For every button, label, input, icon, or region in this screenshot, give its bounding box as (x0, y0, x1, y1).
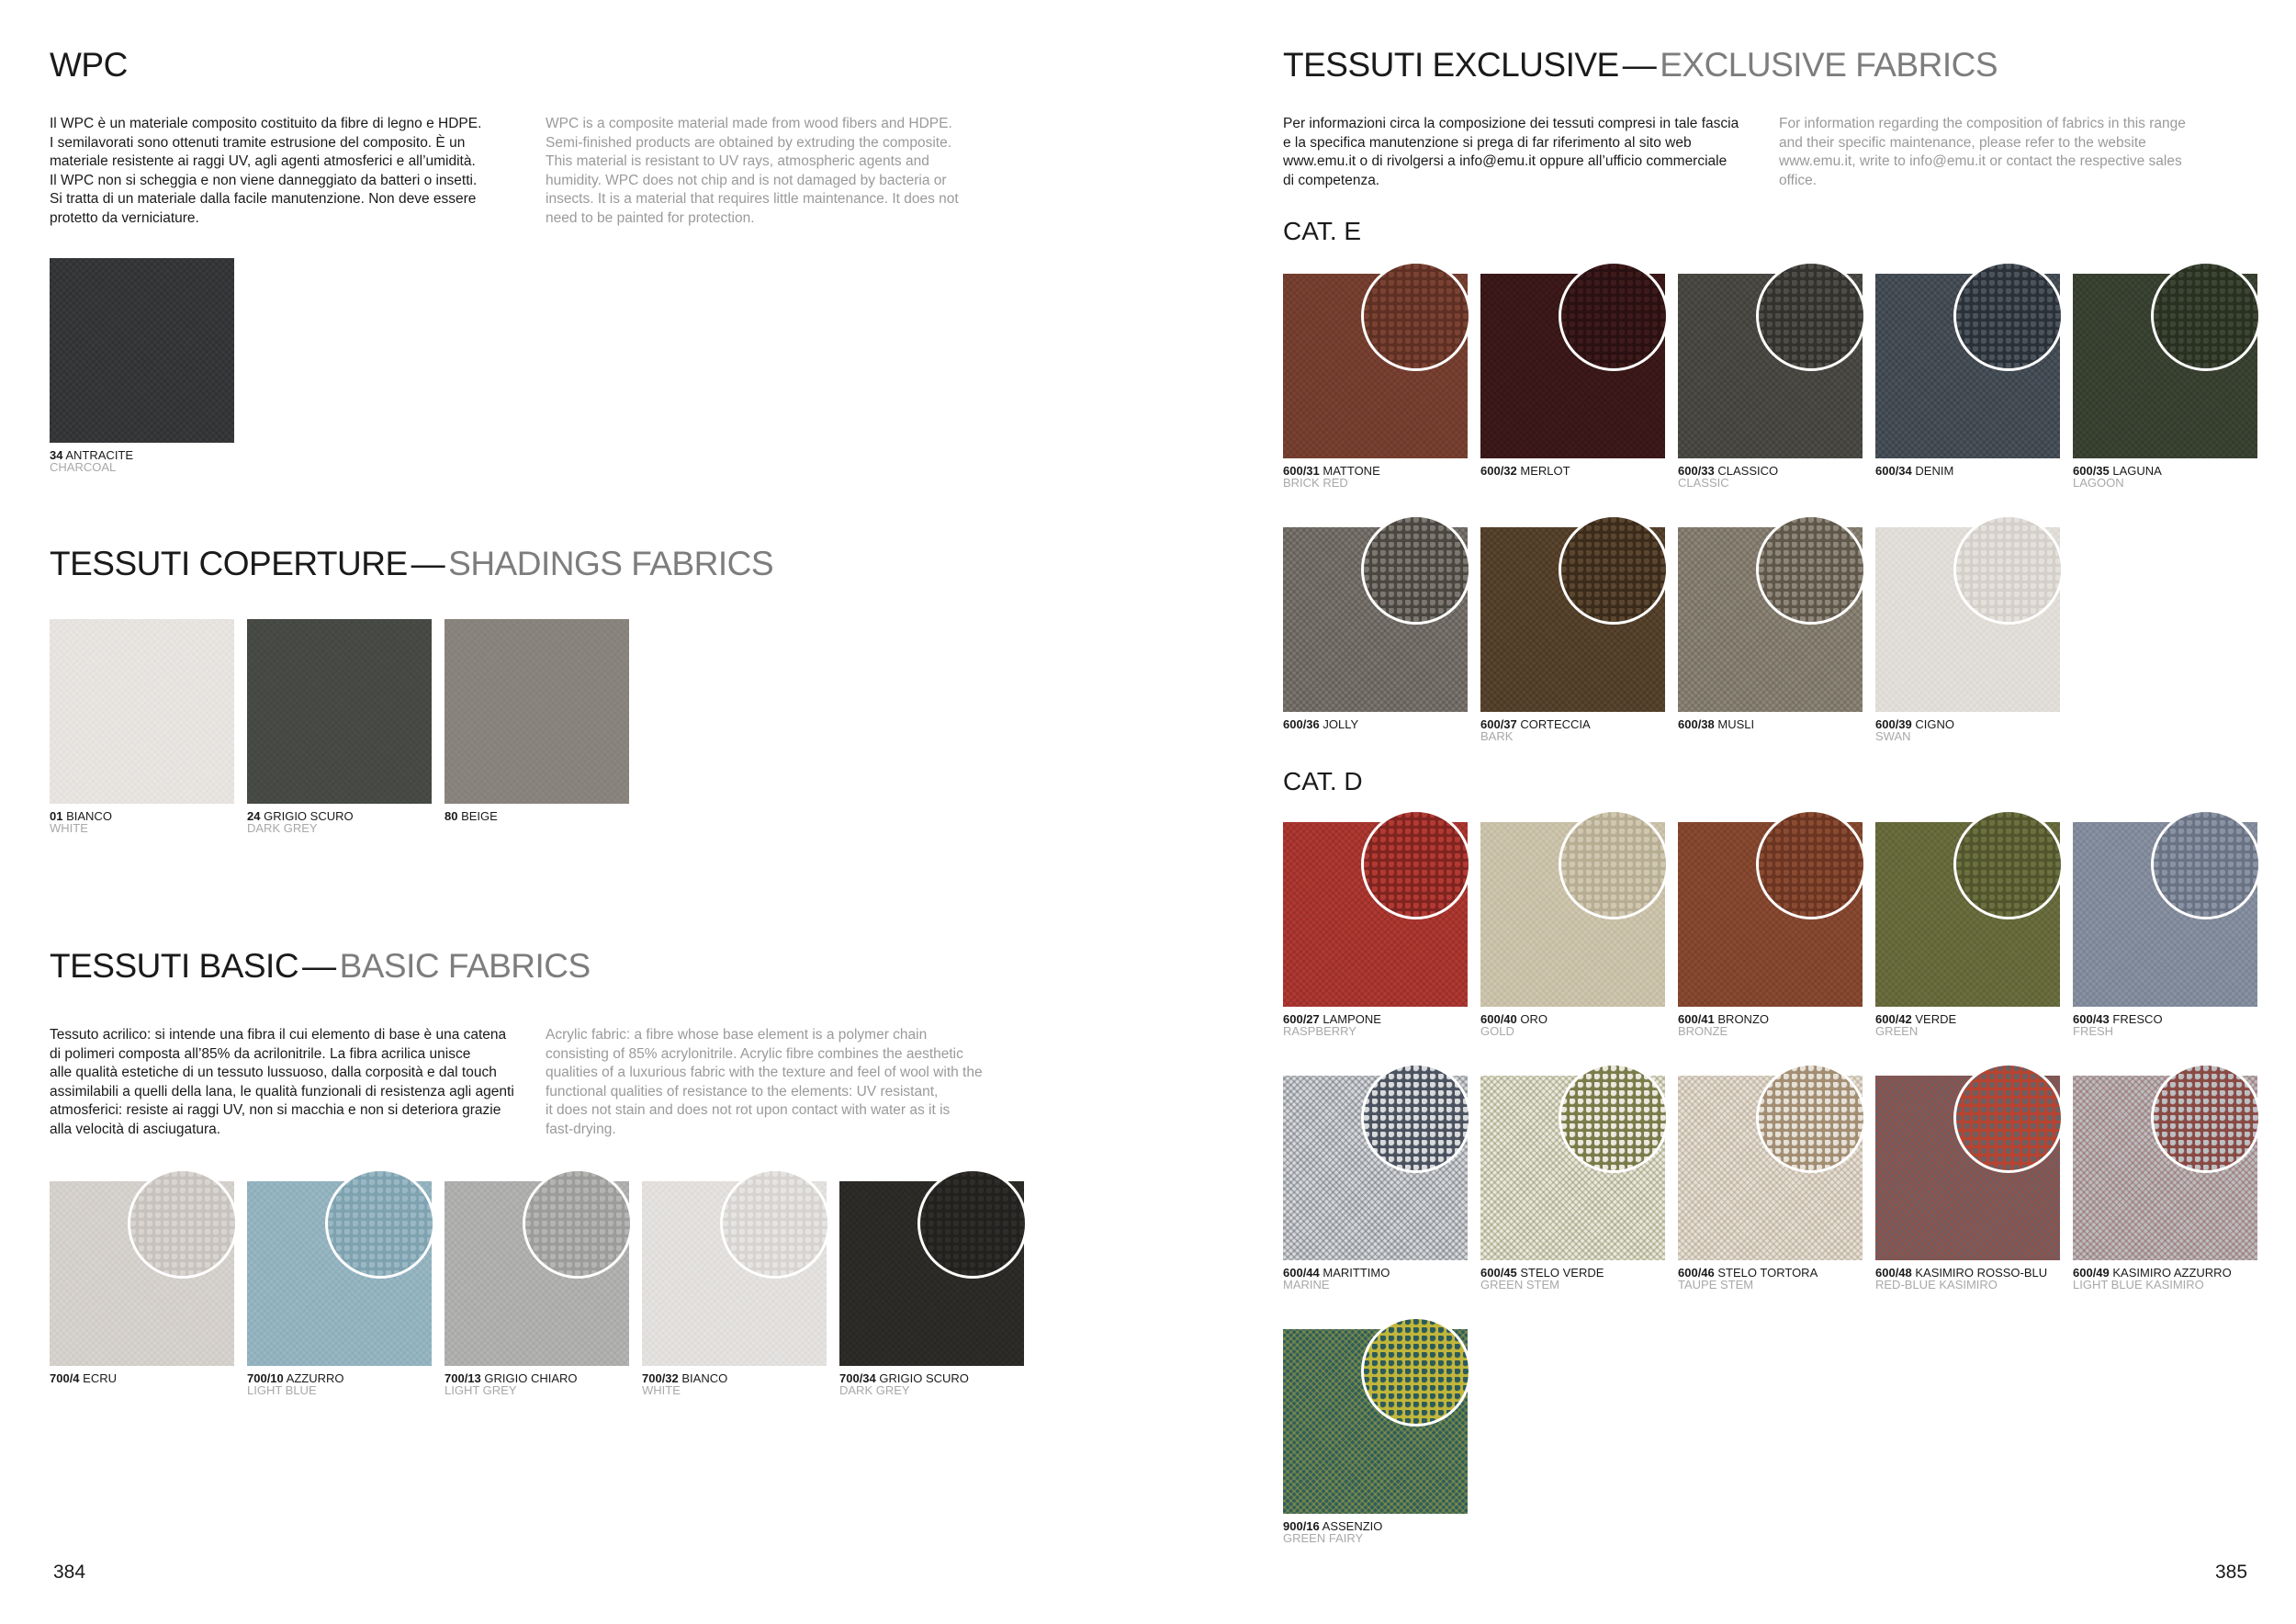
fabric-code: 600/46 (1678, 1266, 1715, 1280)
fabric-code: 600/39 (1875, 717, 1912, 731)
fabric-code: 900/16 (1283, 1519, 1320, 1533)
basic-text-en: Acrylic fabric: a fibre whose base element is a polymer chain consisting of 85% acrylonitrile. Acrylic fibre combines the aesthetic qualities of a luxurious fabric with the texture and feel of wool with the functional qualities of resistance to the elements: UV resistant, it does not stain and does not rot upon contact with water as it is fast-drying. (546, 1027, 983, 1137)
fabric-code: 700/32 (642, 1371, 679, 1385)
fabric-code: 600/37 (1480, 717, 1517, 731)
fabric-swatch (642, 1181, 827, 1397)
wpc-title-text: WPC (50, 46, 128, 84)
fabric-sample-image (1283, 822, 1468, 1007)
fabric-sample-image (1875, 274, 2060, 458)
fabric-zoom-detail (1361, 809, 1471, 919)
cat-e-label: CAT. E (1283, 217, 1362, 245)
fabric-swatch (445, 619, 629, 822)
basic-title-en: BASIC FABRICS (339, 947, 591, 985)
fabric-name-en: GREEN FAIRY (1283, 1531, 1364, 1545)
fabric-name: CORTECCIA (1520, 717, 1591, 731)
fabric-caption (1875, 465, 2060, 477)
fabric-zoom-detail (1953, 809, 2064, 919)
fabric-caption (445, 810, 629, 822)
fabric-name: MERLOT (1520, 464, 1570, 478)
fabric-name: ORO (1520, 1012, 1548, 1026)
fabric-name: GRIGIO SCURO (879, 1371, 969, 1385)
title-dash: — (1622, 46, 1657, 84)
fabric-zoom-detail (917, 1168, 1028, 1279)
fabric-zoom-detail (128, 1168, 238, 1279)
fabric-code: 700/34 (839, 1371, 876, 1385)
cat-d-label: CAT. D (1283, 767, 1363, 795)
fabric-swatch (50, 258, 234, 474)
fabric-name-en: CLASSIC (1678, 476, 1729, 490)
fabric-name: MARITTIMO (1322, 1266, 1390, 1280)
fabric-zoom-detail (1559, 514, 1669, 625)
fabric-zoom-detail (1756, 514, 1866, 625)
fabric-swatch (1283, 527, 1468, 730)
exclusive-title (1283, 46, 1998, 85)
fabric-name-en: BRONZE (1678, 1024, 1728, 1038)
fabric-name: CIGNO (1915, 717, 1955, 731)
fabric-zoom-detail (1559, 261, 1669, 371)
fabric-zoom-detail (325, 1168, 435, 1279)
fabric-code: 700/10 (247, 1371, 284, 1385)
fabric-texture (445, 619, 629, 804)
title-dash: — (302, 947, 336, 985)
right-page (1148, 0, 2296, 1624)
fabric-code: 600/27 (1283, 1012, 1320, 1026)
fabric-sample-image (247, 1181, 432, 1366)
wpc-title (50, 46, 128, 85)
fabric-swatch (1480, 822, 1665, 1038)
fabric-name-en: LIGHT BLUE KASIMIRO (2073, 1278, 2204, 1291)
fabric-zoom-detail (1756, 261, 1866, 371)
fabric-zoom-detail (2151, 1063, 2261, 1173)
fabric-swatch (1678, 274, 1863, 490)
fabric-swatch (445, 1181, 629, 1397)
fabric-zoom-detail (1559, 809, 1669, 919)
fabric-sample-image (247, 619, 432, 804)
basic-text-it: Tessuto acrilico: si intende una fibra il cui elemento di base è una catena di polimeri composta all’85% da acrilonitrile. La fibra acrilica unisce alle qualità estetiche di un tessuto lussuoso, dalla corposità e dal touch assimilabili a quelli della lana, le qualità funzionali di resistenza agli agenti atmosferici: resiste ai raggi UV, non si macchia e non si deteriora grazie alla velocità di asciugatura. (50, 1027, 514, 1137)
wpc-text-it: Il WPC è un materiale composito costituito da fibre di legno e HDPE. I semilavorati sono ottenuti tramite estrusione del composito. È un materiale resistente ai raggi UV, agli agenti atmosferici e all’umidità. Il WPC non si scheggia e non viene danneggiato da batteri o insetti. Si tratta di un materiale dalla facile manutenzione. Non deve essere protetto da verniciature. (50, 116, 482, 226)
fabric-name: LAMPONE (1322, 1012, 1381, 1026)
fabric-code: 600/32 (1480, 464, 1517, 478)
fabric-name-en: DARK GREY (247, 821, 318, 835)
fabric-name: LAGUNA (2112, 464, 2162, 478)
fabric-texture (247, 619, 432, 804)
fabric-code: 700/4 (50, 1371, 80, 1385)
page-number-left: 384 (53, 1562, 86, 1583)
fabric-code: 600/34 (1875, 464, 1912, 478)
fabric-name-en: BARK (1480, 729, 1514, 743)
fabric-sample-image (2073, 1076, 2257, 1260)
fabric-swatch (2073, 822, 2257, 1038)
fabric-sample-image (1480, 274, 1665, 458)
fabric-sample-image (50, 258, 234, 443)
fabric-zoom-detail (2151, 261, 2261, 371)
shadings-title-it: TESSUTI COPERTURE (50, 545, 408, 582)
fabric-swatch (2073, 274, 2257, 490)
fabric-sample-image (1283, 1076, 1468, 1260)
fabric-sample-image (1283, 527, 1468, 712)
fabric-name: KASIMIRO AZZURRO (2112, 1266, 2232, 1280)
fabric-sample-image (445, 1181, 629, 1366)
fabric-name: FRESCO (2112, 1012, 2163, 1026)
fabric-code: 80 (445, 809, 458, 823)
fabric-sample-image (1875, 822, 2060, 1007)
shadings-title-en: SHADINGS FABRICS (448, 545, 774, 582)
fabric-name: DENIM (1915, 464, 1954, 478)
fabric-code: 01 (50, 809, 63, 823)
fabric-name-en: DARK GREY (839, 1383, 910, 1397)
basic-title-it: TESSUTI BASIC (50, 947, 299, 985)
fabric-code: 700/13 (445, 1371, 481, 1385)
fabric-name: AZZURRO (286, 1371, 344, 1385)
fabric-swatch (1875, 1076, 2060, 1291)
fabric-swatch (1678, 1076, 1863, 1291)
fabric-swatch (247, 619, 432, 835)
exclusive-text-it: Per informazioni circa la composizione dei tessuti compresi in tale fascia e la specifica manutenzione si prega di far riferimento al sito web www.emu.it o di rivolgersi a info@emu.it oppure all’ufficio commerciale di competenza. (1283, 116, 1739, 188)
fabric-swatch (50, 619, 234, 835)
fabric-name-en: WHITE (50, 821, 88, 835)
exclusive-title-it: TESSUTI EXCLUSIVE (1283, 46, 1619, 84)
fabric-name: VERDE (1915, 1012, 1957, 1026)
fabric-swatch (1875, 274, 2060, 477)
fabric-name-en: GREEN STEM (1480, 1278, 1559, 1291)
fabric-swatch (839, 1181, 1024, 1397)
fabric-name: BRONZO (1717, 1012, 1770, 1026)
fabric-sample-image (1678, 527, 1863, 712)
fabric-name: GRIGIO CHIARO (484, 1371, 578, 1385)
fabric-name-en: LAGOON (2073, 476, 2124, 490)
fabric-code: 600/42 (1875, 1012, 1912, 1026)
fabric-name-en: FRESH (2073, 1024, 2114, 1038)
fabric-texture (50, 258, 234, 443)
fabric-name-en: CHARCOAL (50, 460, 117, 474)
fabric-swatch (1480, 274, 1665, 477)
fabric-sample-image (1283, 274, 1468, 458)
fabric-zoom-detail (1756, 809, 1866, 919)
fabric-sample-image (1283, 1329, 1468, 1514)
page-number-right: 385 (2215, 1562, 2248, 1583)
fabric-zoom-detail (523, 1168, 633, 1279)
fabric-sample-image (2073, 274, 2257, 458)
fabric-name-en: GOLD (1480, 1024, 1514, 1038)
fabric-swatch (2073, 1076, 2257, 1291)
fabric-swatch (1283, 274, 1468, 490)
fabric-sample-image (1875, 1076, 2060, 1260)
fabric-swatch (1480, 1076, 1665, 1291)
fabric-zoom-detail (1361, 1063, 1471, 1173)
exclusive-title-en: EXCLUSIVE FABRICS (1660, 46, 1998, 84)
fabric-caption (1480, 465, 1665, 477)
exclusive-text-en: For information regarding the composition of fabrics in this range and their specific maintenance, please refer to the website www.emu.it, write to info@emu.it or contact the respective sales office. (1779, 116, 2186, 188)
fabric-name: KASIMIRO ROSSO-BLU (1915, 1266, 2048, 1280)
fabric-swatch (1283, 1076, 1468, 1291)
basic-title (50, 947, 591, 986)
fabric-name-en: GREEN (1875, 1024, 1919, 1038)
fabric-name: ANTRACITE (65, 448, 134, 462)
fabric-code: 600/36 (1283, 717, 1320, 731)
fabric-sample-image (50, 619, 234, 804)
fabric-name: BIANCO (681, 1371, 728, 1385)
fabric-code: 34 (50, 448, 63, 462)
fabric-name-en: WHITE (642, 1383, 681, 1397)
fabric-name: MATTONE (1322, 464, 1380, 478)
fabric-sample-image (839, 1181, 1024, 1366)
fabric-sample-image (1480, 1076, 1665, 1260)
fabric-code: 600/41 (1678, 1012, 1715, 1026)
fabric-name: ASSENZIO (1322, 1519, 1383, 1533)
fabric-zoom-detail (1953, 1063, 2064, 1173)
shadings-title (50, 545, 773, 583)
fabric-caption (1678, 718, 1863, 730)
fabric-swatch (1875, 527, 2060, 743)
fabric-sample-image (1480, 527, 1665, 712)
fabric-code: 600/43 (2073, 1012, 2110, 1026)
fabric-name-en: TAUPE STEM (1678, 1278, 1754, 1291)
fabric-sample-image (1678, 822, 1863, 1007)
fabric-name: GRIGIO SCURO (264, 809, 354, 823)
fabric-zoom-detail (1361, 514, 1471, 625)
fabric-code: 600/38 (1678, 717, 1715, 731)
fabric-swatch (1283, 1329, 1468, 1545)
fabric-name: STELO TORTORA (1717, 1266, 1818, 1280)
fabric-code: 600/49 (2073, 1266, 2110, 1280)
fabric-zoom-detail (2151, 809, 2261, 919)
fabric-code: 600/33 (1678, 464, 1715, 478)
fabric-code: 600/48 (1875, 1266, 1912, 1280)
fabric-swatch (247, 1181, 432, 1397)
title-dash: — (411, 545, 445, 582)
fabric-name-en: LIGHT BLUE (247, 1383, 317, 1397)
fabric-sample-image (1875, 527, 2060, 712)
fabric-sample-image (445, 619, 629, 804)
fabric-code: 600/45 (1480, 1266, 1517, 1280)
fabric-name: STELO VERDE (1520, 1266, 1604, 1280)
fabric-name: BEIGE (461, 809, 498, 823)
fabric-swatch (1678, 527, 1863, 730)
fabric-code: 600/35 (2073, 464, 2110, 478)
fabric-name: JOLLY (1322, 717, 1359, 731)
fabric-zoom-detail (1559, 1063, 1669, 1173)
fabric-name: ECRU (83, 1371, 118, 1385)
fabric-sample-image (1480, 822, 1665, 1007)
fabric-zoom-detail (1953, 261, 2064, 371)
fabric-sample-image (642, 1181, 827, 1366)
fabric-name: MUSLI (1717, 717, 1755, 731)
fabric-texture (50, 619, 234, 804)
fabric-zoom-detail (1361, 261, 1471, 371)
fabric-name-en: BRICK RED (1283, 476, 1348, 490)
fabric-code: 600/40 (1480, 1012, 1517, 1026)
fabric-zoom-detail (720, 1168, 830, 1279)
fabric-sample-image (50, 1181, 234, 1366)
fabric-sample-image (2073, 822, 2257, 1007)
fabric-swatch (50, 1181, 234, 1384)
fabric-name-en: RASPBERRY (1283, 1024, 1356, 1038)
fabric-zoom-detail (1756, 1063, 1866, 1173)
wpc-text-en: WPC is a composite material made from wood fibers and HDPE. Semi-finished products are obtained by extruding the composite. This material is resistant to UV rays, atmospheric agents and humidity. WPC does not chip and is not damaged by bacteria or insects. It is a material that requires little maintenance. It does not need to be painted for protection. (546, 116, 959, 226)
fabric-zoom-detail (1953, 514, 2064, 625)
fabric-swatch (1678, 822, 1863, 1038)
fabric-caption (1283, 718, 1468, 730)
fabric-name-en: SWAN (1875, 729, 1911, 743)
fabric-swatch (1480, 527, 1665, 743)
fabric-sample-image (1678, 1076, 1863, 1260)
fabric-name-en: MARINE (1283, 1278, 1330, 1291)
fabric-sample-image (1678, 274, 1863, 458)
fabric-name-en: RED-BLUE KASIMIRO (1875, 1278, 1998, 1291)
fabric-name: BIANCO (66, 809, 112, 823)
fabric-code: 600/31 (1283, 464, 1320, 478)
fabric-code: 600/44 (1283, 1266, 1320, 1280)
fabric-name: CLASSICO (1717, 464, 1779, 478)
fabric-swatch (1283, 822, 1468, 1038)
fabric-code: 24 (247, 809, 261, 823)
fabric-swatch (1875, 822, 2060, 1038)
fabric-name-en: LIGHT GREY (445, 1383, 517, 1397)
fabric-caption (50, 1372, 234, 1384)
fabric-zoom-detail (1361, 1316, 1471, 1427)
